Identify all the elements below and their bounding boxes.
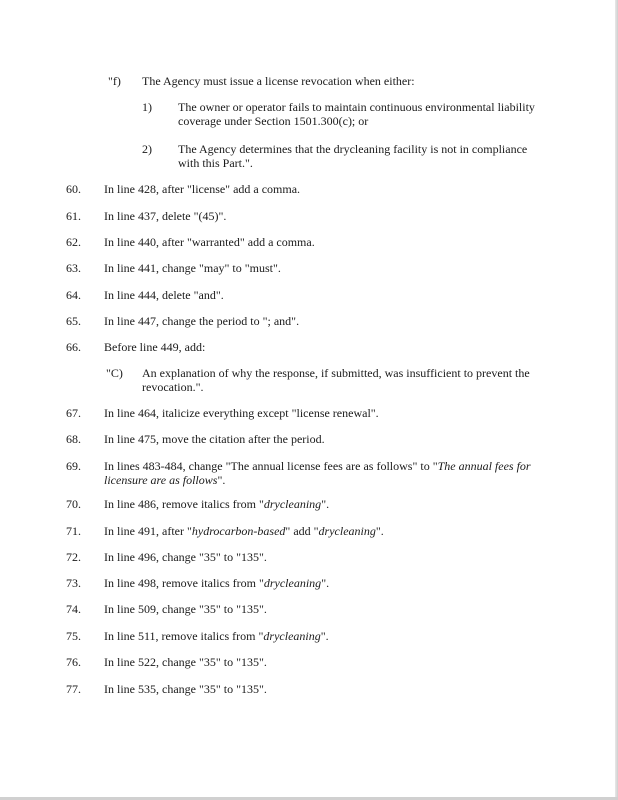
subsection-1-line2: coverage under Section 1501.300(c); or xyxy=(178,114,369,128)
item-text: Before line 449, add: xyxy=(104,340,206,354)
item-text: In line 486, remove italics from "drycleaning". xyxy=(104,497,330,511)
item-text: In line 444, delete "and". xyxy=(104,288,224,302)
subsection-2-label: 2) xyxy=(142,142,152,156)
subsection-2-line1: The Agency determines that the drycleaning facility is not in compliance xyxy=(178,142,528,156)
item-text: In line 428, after "license" add a comma. xyxy=(104,182,301,196)
item-text: In line 535, change "35" to "135". xyxy=(104,682,267,696)
item-number: 68. xyxy=(66,432,81,446)
subsection-2-line2: with this Part.". xyxy=(178,156,253,170)
item-text: In line 509, change "35" to "135". xyxy=(104,602,267,616)
item-number: 65. xyxy=(66,314,81,328)
item-text: In line 498, remove italics from "drycleaning". xyxy=(104,576,330,590)
item-number: 76. xyxy=(66,655,81,669)
subsection-1-line1: The owner or operator fails to maintain continuous environmental liability xyxy=(178,100,535,114)
item-number: 75. xyxy=(66,629,81,643)
item-number: 77. xyxy=(66,682,81,696)
item-text: In line 441, change "may" to "must". xyxy=(104,261,281,275)
item-number: 71. xyxy=(66,524,81,538)
item-number: 66. xyxy=(66,340,81,354)
item-text-line2: licensure are as follows". xyxy=(104,473,226,487)
item-number: 64. xyxy=(66,288,81,302)
item-text: In line 437, delete "(45)". xyxy=(104,209,227,223)
item-number: 74. xyxy=(66,602,81,616)
section-f-label: "f) xyxy=(108,74,121,88)
item-number: 60. xyxy=(66,182,81,196)
item-number: 73. xyxy=(66,576,81,590)
item-number: 67. xyxy=(66,406,81,420)
item-number: 63. xyxy=(66,261,81,275)
item-number: 61. xyxy=(66,209,81,223)
item-number: 70. xyxy=(66,497,81,511)
item-text: In line 496, change "35" to "135". xyxy=(104,550,267,564)
item-number: 72. xyxy=(66,550,81,564)
insert-c-label: "C) xyxy=(106,366,123,380)
item-number: 62. xyxy=(66,235,81,249)
item-text: In line 491, after "hydrocarbon-based" add "drycleaning". xyxy=(104,524,384,538)
insert-c-line1: An explanation of why the response, if submitted, was insufficient to prevent the xyxy=(142,366,530,380)
subsection-1-label: 1) xyxy=(142,100,152,114)
item-text: In line 522, change "35" to "135". xyxy=(104,655,267,669)
item-text: In line 447, change the period to "; and". xyxy=(104,314,300,328)
item-text: In line 511, remove italics from "drycleaning". xyxy=(104,629,329,643)
insert-c-line2: revocation.". xyxy=(142,380,204,394)
item-text: In line 464, italicize everything except "license renewal". xyxy=(104,406,379,420)
item-text-line1: In lines 483-484, change "The annual license fees are as follows" to "The annual fees for xyxy=(104,459,531,473)
item-text: In line 475, move the citation after the period. xyxy=(104,432,325,446)
item-text: In line 440, after "warranted" add a comma. xyxy=(104,235,315,249)
section-f-text: The Agency must issue a license revocation when either: xyxy=(142,74,415,88)
item-number: 69. xyxy=(66,459,81,473)
